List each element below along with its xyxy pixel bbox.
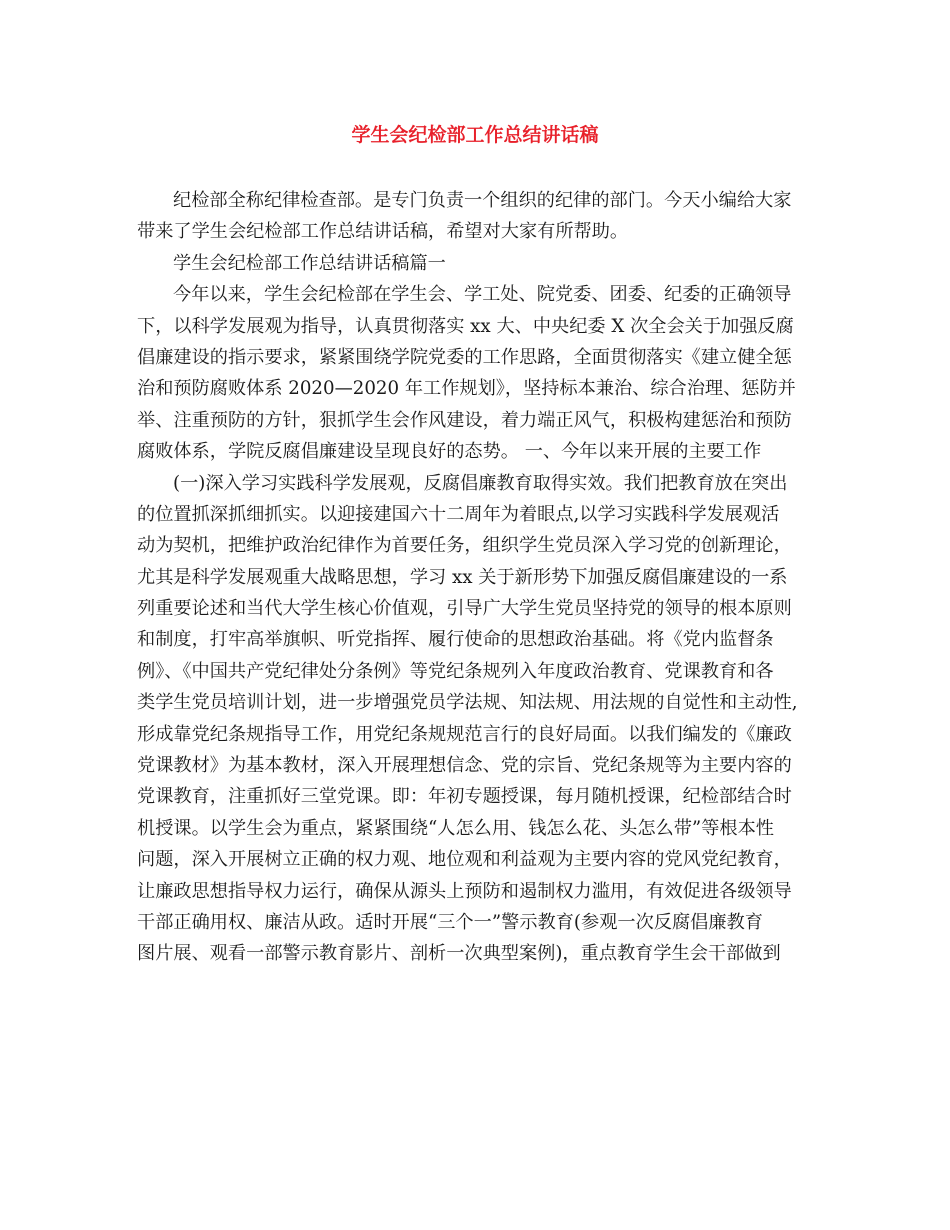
paragraph-line: 治和预防腐败体系 2020—2020 年工作规划》，坚持标本兼治、综合治理、惩防并 <box>137 378 796 400</box>
paragraph-line: (一)深入学习实践科学发展观，反腐倡廉教育取得实效。我们把教育放在突出 <box>173 472 788 494</box>
paragraph-line: 形成靠党纪条规指导工作，用党纪条规规范言行的良好局面。以我们编发的《廉政 <box>137 723 792 745</box>
paragraph-line: 带来了学生会纪检部工作总结讲话稿，希望对大家有所帮助。 <box>137 221 629 243</box>
paragraph-line: 下，以科学发展观为指导，认真贯彻落实 xx 大、中央纪委 X 次全会关于加强反腐 <box>137 315 794 337</box>
paragraph-line: 纪检部全称纪律检查部。是专门负责一个组织的纪律的部门。今天小编给大家 <box>173 190 792 211</box>
paragraph-line: 问题，深入开展树立正确的权力观、地位观和利益观为主要内容的党风党纪教育， <box>137 849 792 871</box>
paragraph-line: 举、注重预防的方针，狠抓学生会作风建设，着力端正风气，积极构建惩治和预防 <box>137 409 792 431</box>
paragraph-line: 尤其是科学发展观重大战略思想，学习 xx 关于新形势下加强反腐倡廉建设的一系 <box>137 566 788 588</box>
paragraph-line: 今年以来，学生会纪检部在学生会、学工处、院党委、团委、纪委的正确领导 <box>173 284 792 306</box>
paragraph-line: 腐败体系，学院反腐倡廉建设呈现良好的态势。 一、今年以来开展的主要工作 <box>137 441 762 463</box>
paragraph-line: 党课教材》为基本教材，深入开展理想信念、党的宗旨、党纪条规等为主要内容的 <box>137 755 792 777</box>
paragraph-line: 干部正确用权、廉洁从政。适时开展“三个一”警示教育(参观一次反腐倡廉教育 <box>137 911 763 933</box>
paragraph-line: 图片展、观看一部警示教育影片、剖析一次典型案例)，重点教育学生会干部做到 <box>137 943 781 965</box>
paragraph-line: 机授课。以学生会为重点，紧紧围绕“人怎么用、钱怎么花、头怎么带”等根本性 <box>137 817 774 839</box>
section-heading: 学生会纪检部工作总结讲话稿篇一 <box>173 252 446 274</box>
paragraph-line: 让廉政思想指导权力运行，确保从源头上预防和遏制权力滥用，有效促进各级领导 <box>137 880 792 902</box>
document-title: 学生会纪检部工作总结讲话稿 <box>351 124 599 146</box>
paragraph-line: 类学生党员培训计划，进一步增强党员学法规、知法规、用法规的自觉性和主动性, <box>137 692 798 714</box>
paragraph-line: 例》、《中国共产党纪律处分条例》等党纪条规列入年度政治教育、党课教育和各 <box>137 660 774 682</box>
paragraph-line: 的位置抓深抓细抓实。以迎接建国六十二周年为着眼点,以学习实践科学发展观活 <box>137 503 780 525</box>
paragraph-line: 倡廉建设的指示要求，紧紧围绕学院党委的工作思路，全面贯彻落实《建立健全惩 <box>137 346 792 368</box>
paragraph-line: 党课教育，注重抓好三堂党课。即：年初专题授课，每月随机授课，纪检部结合时 <box>137 786 792 808</box>
paragraph-line: 列重要论述和当代大学生核心价值观，引导广大学生党员坚持党的领导的根本原则 <box>137 598 792 620</box>
paragraph-line: 动为契机，把维护政治纪律作为首要任务，组织学生党员深入学习党的创新理论， <box>137 535 792 557</box>
paragraph-line: 和制度，打牢高举旗帜、听党指挥、履行使命的思想政治基础。将《党内监督条 <box>137 629 774 651</box>
document-body <box>137 185 827 970</box>
